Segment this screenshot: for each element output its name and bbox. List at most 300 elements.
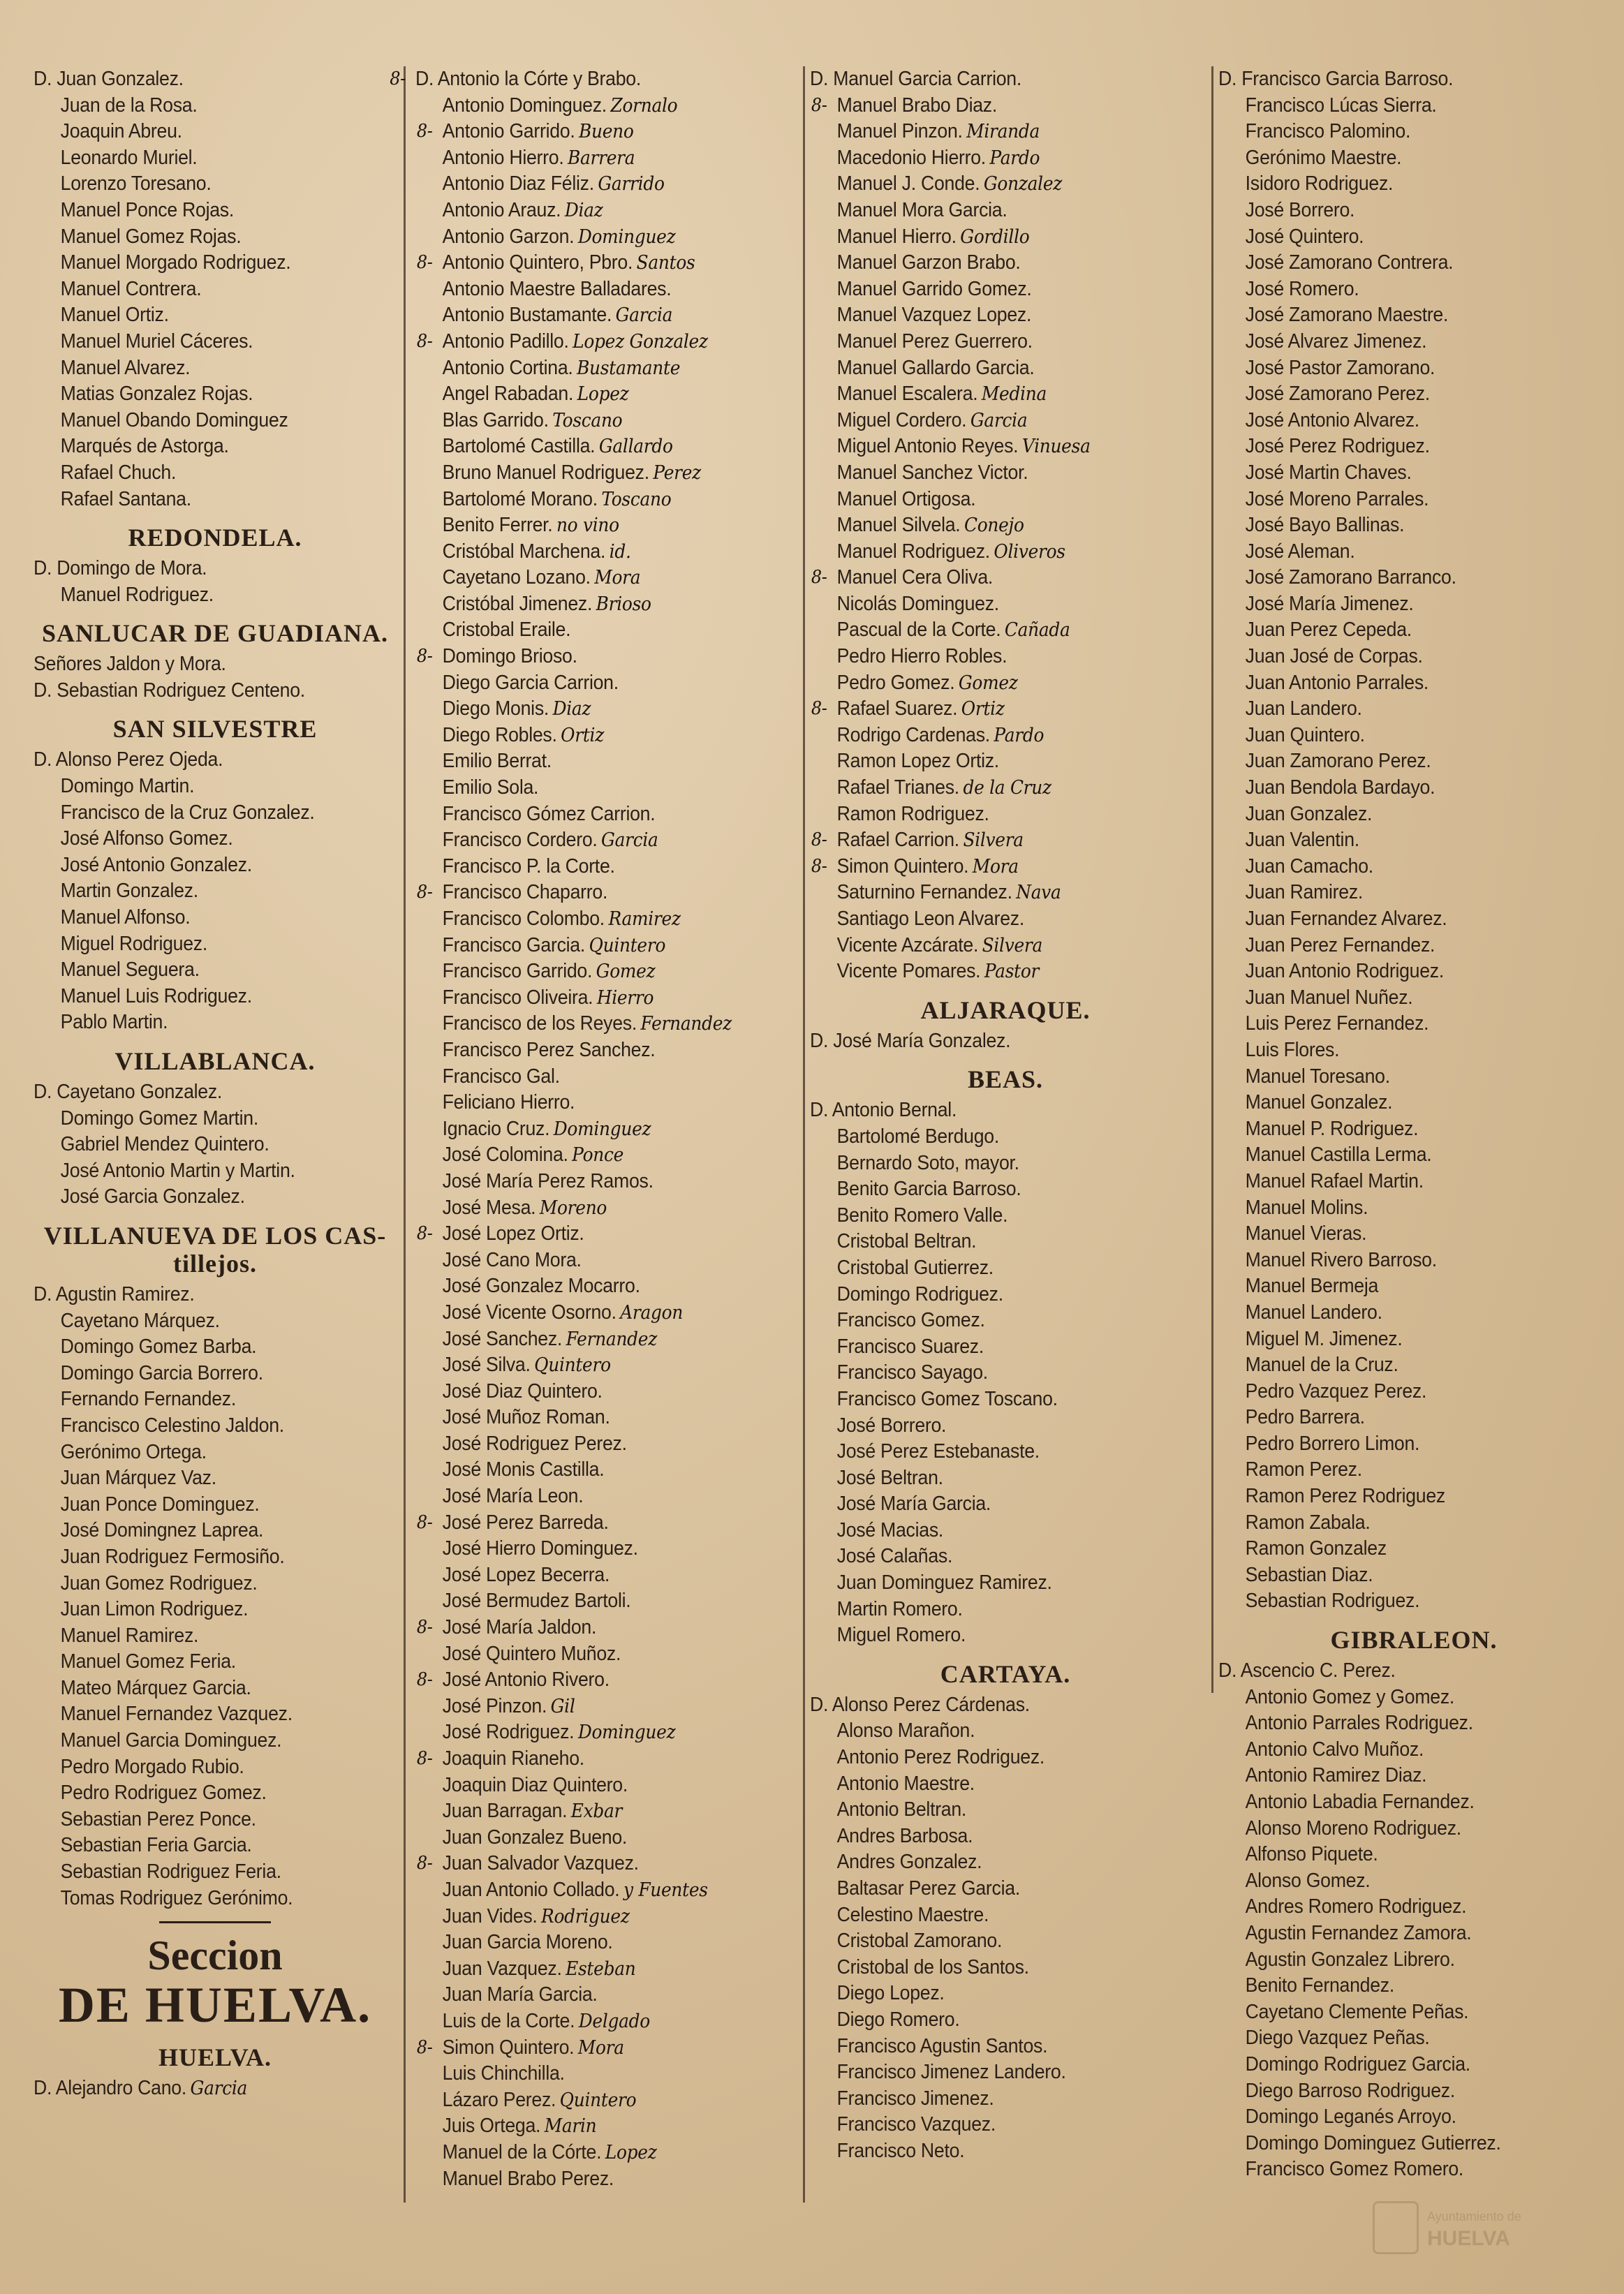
list-item [810,959,1169,985]
member-name: Francisco Celestino Jaldon. [60,1414,284,1437]
list-item [810,512,1169,539]
member-name: Antonio Maestre. [836,1772,975,1795]
member-name: Cayetano Lozano. [442,566,591,589]
member-name: Gabriel Mendez Quintero. [60,1133,270,1156]
list-item [1218,302,1578,329]
handwritten-annotation: Ortiz [561,724,605,746]
list-item [415,1877,775,1904]
list-item [34,678,367,704]
member-name: Agustin Gonzalez Librero. [1245,1948,1455,1971]
list-item [34,1859,367,1886]
list-item [810,1176,1169,1203]
member-name: Diego Romero. [836,2008,960,2031]
list-item [415,801,775,828]
member-name: José Rodriguez Perez. [442,1432,627,1455]
list-item [415,539,775,565]
list-item [810,1771,1169,1798]
list-item [810,2059,1169,2086]
list-item [810,1518,1169,1544]
list-item [34,1413,367,1440]
member-name: D. Antonio la Córte y Brabo. [415,68,641,90]
member-name: Francisco Neto. [836,2139,965,2162]
member-name: Rafael Trianes. [836,776,959,799]
list-item [810,1797,1169,1823]
member-name: Manuel Hierro. [836,225,957,248]
member-name: José Gonzalez Mocarro. [442,1275,640,1298]
list-item [1218,1658,1578,1685]
member-name: Antonio Garzon. [442,225,575,248]
member-name: Cristóbal Marchena. [442,540,606,563]
member-name: Domingo Dominguez Gutierrez. [1245,2131,1501,2154]
list-item [34,1009,367,1036]
list-item [415,1536,775,1562]
member-name: Gerónimo Ortega. [60,1440,207,1463]
handwritten-annotation: Garcia [601,829,658,852]
member-name: José Cano Mora. [442,1248,582,1271]
member-name: Juan Ponce Dominguez. [60,1493,260,1516]
member-name: Alfonso Piquete. [1245,1843,1378,1866]
member-name: Benito Ferrer. [442,514,553,537]
handwritten-annotation: Dominguez [577,225,676,248]
member-name: Feliciano Hierro. [442,1091,575,1114]
handwritten-mark: 8- [416,121,433,142]
member-name: Lázaro Perez. [442,2088,556,2111]
list-item [415,748,775,775]
list-item [34,198,367,224]
member-name: Rafael Suarez. [836,697,958,720]
list-item [810,1439,1169,1465]
list-item [1218,775,1578,801]
member-name: D. Manuel Garcia Carrion. [810,68,1021,90]
handwritten-annotation: Pardo [994,724,1044,746]
member-name: Francisco Garcia. [442,933,586,956]
list-item [415,933,775,959]
list-item [1218,66,1578,93]
list-item [1218,1090,1578,1116]
handwritten-annotation: Dominguez [577,1722,676,1744]
list-item [810,1928,1169,1955]
member-name: José María Leon. [442,1485,584,1508]
list-item [415,1326,775,1353]
member-name: Pedro Hierro Robles. [836,645,1007,668]
list-item [34,651,367,678]
member-name: Diego Garcia Carrion. [442,671,619,694]
list-item [34,487,367,513]
member-name: Manuel de la Córte. [442,2140,602,2163]
member-name: Manuel Garrido Gomez. [836,277,1032,300]
list-item [1218,644,1578,670]
list-item [1218,933,1578,959]
member-name: Marqués de Astorga. [60,435,229,458]
list-item [810,1360,1169,1386]
member-name: Juan Manuel Nuñez. [1245,986,1413,1009]
member-name: Domingo Gomez Martin. [60,1107,258,1130]
list-item [415,1982,775,2008]
list-item [415,985,775,1012]
handwritten-annotation: Quintero [559,2089,637,2111]
list-item [810,854,1169,880]
list-item [415,1483,775,1510]
list-item [34,1106,367,1132]
member-name: Sebastian Feria Garcia. [60,1834,252,1857]
member-name: Juan Quintero. [1245,723,1365,746]
list-item [415,1011,775,1037]
list-item [34,408,367,434]
list-item [1218,1973,1578,1999]
handwritten-mark: 8- [416,1853,433,1874]
town-heading: CARTAYA. [940,1659,1071,1688]
list-item [810,1124,1169,1150]
member-name: Manuel Sanchez Victor. [836,461,1028,484]
list-item [810,775,1169,801]
handwritten-annotation: Esteban [566,1958,636,1980]
member-name: Nicolás Dominguez. [836,592,999,615]
member-name: Francisco de la Cruz Gonzalez. [60,801,315,824]
member-name: Antonio Arauz. [442,198,561,221]
list-item [810,644,1169,670]
list-item [1218,276,1578,303]
handwritten-annotation: Silvera [963,829,1024,852]
member-name: Benito Garcia Barroso. [836,1178,1021,1201]
member-name: Rafael Santana. [60,487,191,510]
handwritten-annotation: Garcia [970,409,1028,431]
member-name: José Macias. [836,1518,944,1541]
member-name: Manuel Seguera. [60,959,200,982]
list-item [34,1334,367,1361]
member-name: Cristobal de los Santos. [836,1955,1029,1978]
member-name: Juis Ortega. [442,2115,541,2138]
list-item [810,723,1169,749]
handwritten-mark: 8- [416,882,433,903]
member-name: Manuel Obando Dominguez [60,408,288,431]
member-name: José Antonio Martin y Martin. [60,1159,295,1182]
column-4 [1218,66,1609,2183]
list-item [810,145,1169,172]
list-item [810,198,1169,224]
member-name: Antonio Perez Rodriguez. [836,1746,1045,1769]
list-item [1218,408,1578,434]
list-item [810,460,1169,487]
member-name: Ignacio Cruz. [442,1117,550,1140]
member-name: José Alfonso Gomez. [60,827,233,850]
handwritten-annotation: Garcia [190,2078,248,2100]
list-item [810,1386,1169,1413]
list-item [810,381,1169,408]
list-item [34,1649,367,1675]
member-name: Ramon Lopez Ortiz. [836,750,999,773]
list-item [1218,1710,1578,1737]
list-item [34,355,367,382]
handwritten-annotation: Mora [577,2036,624,2059]
member-name: Mateo Márquez Garcia. [60,1676,251,1699]
handwritten-mark: 8- [811,855,827,877]
member-name: D. Alonso Perez Ojeda. [34,748,223,771]
handwritten-annotation: Delgado [578,2010,650,2032]
member-name: Francisco Gal. [442,1065,560,1088]
member-name: Manuel Ponce Rojas. [60,198,235,221]
member-name: Manuel Gallardo Garcia. [836,356,1035,379]
handwritten-mark: 8- [390,68,406,89]
list-item [415,1142,775,1169]
member-name: José Alvarez Jimenez. [1245,330,1427,353]
column-2 [390,66,806,2192]
member-name: Juan Valentin. [1245,829,1359,852]
list-item [1218,1536,1578,1562]
list-item [34,224,367,251]
handwritten-annotation: Cañada [1004,619,1070,642]
member-name: Manuel Garzon Brabo. [836,251,1021,274]
member-name: Antonio Garrido. [442,120,575,143]
member-name: Pedro Morgado Rubio. [60,1755,244,1778]
member-name: José Mesa. [442,1196,536,1219]
member-name: Francisco Cordero. [442,829,598,852]
handwritten-mark: 8- [416,1223,433,1245]
member-name: Juan Antonio Rodriguez. [1245,960,1445,983]
list-item [34,1675,367,1702]
list-item [415,1719,775,1746]
member-name: Manuel Vieras. [1245,1222,1367,1245]
list-item [415,880,775,906]
list-item [34,1361,367,1387]
handwritten-annotation: Pardo [989,147,1040,169]
list-item [415,171,775,198]
member-name: José Pinzon. [442,1694,547,1717]
member-name: José María Jimenez. [1245,592,1414,615]
list-item [1218,119,1578,145]
list-item [1218,1326,1578,1353]
member-name: José Bayo Ballinas. [1245,514,1405,537]
member-name: Francisco Sayago. [836,1361,988,1384]
member-name: José Rodriguez. [442,1721,575,1744]
member-name: Manuel Gomez Rojas. [60,225,242,248]
list-item [1218,854,1578,880]
list-item [810,748,1169,775]
list-item [1218,2104,1578,2131]
list-item [415,119,775,145]
list-item [415,434,775,460]
list-item [415,93,775,119]
handwritten-annotation: Diaz [552,698,591,720]
member-name: Manuel Rafael Martin. [1245,1169,1424,1192]
list-item [34,381,367,408]
member-name: Angel Rabadan. [442,383,574,406]
handwritten-annotation: Ponce [572,1144,624,1167]
list-item [1218,1248,1578,1274]
list-item [810,434,1169,460]
member-name: Andres Romero Rodriguez. [1245,1895,1467,1918]
list-item [34,1544,367,1571]
list-item [390,66,775,93]
member-name: Bartolomé Morano. [442,487,598,510]
member-name: Manuel Rivero Barroso. [1245,1248,1437,1271]
list-item [1218,1116,1578,1143]
member-name: Joaquin Abreu. [60,120,182,143]
handwritten-annotation: Exbar [570,1800,623,1823]
member-name: José Silva. [442,1354,531,1377]
handwritten-annotation: de la Cruz [963,777,1051,799]
member-name: Simon Quintero. [836,854,969,878]
member-name: Juan Bendola Bardayo. [1245,776,1435,799]
member-name: Lorenzo Toresano. [60,172,212,195]
list-item [810,276,1169,303]
member-name: José Zamorano Barranco. [1245,566,1456,589]
list-item [1218,880,1578,906]
list-item [1218,906,1578,933]
member-name: D. Alonso Perez Cárdenas. [810,1693,1030,1716]
handwritten-annotation: Rodriguez [541,1905,630,1927]
list-item [810,1028,1169,1055]
list-item [1218,1921,1578,1947]
member-name: Francisco Chaparro. [442,881,608,904]
handwritten-annotation: Medina [981,383,1047,406]
member-name: Martin Romero. [836,1597,963,1620]
list-item [34,329,367,355]
list-item [415,1851,775,1877]
list-item [415,2140,775,2166]
member-name: Juan Rodriguez Fermosiño. [60,1545,285,1568]
list-item [415,276,775,303]
member-name: José Antonio Rivero. [442,1668,610,1692]
member-name: Antonio Labadia Fernandez. [1245,1791,1475,1813]
list-item [1218,617,1578,644]
member-name: Juan Dominguez Ramirez. [836,1571,1052,1594]
member-name: José Sanchez. [442,1327,563,1350]
member-name: José Vicente Osorno. [442,1301,617,1324]
list-item [810,670,1169,697]
member-name: José Lopez Ortiz. [442,1222,584,1245]
member-name: Miguel Antonio Reyes. [836,435,1019,458]
member-name: José Quintero. [1245,225,1364,248]
handwritten-mark: 8- [811,94,827,116]
list-item [415,775,775,801]
list-item [415,145,775,172]
list-item [1218,2156,1578,2183]
list-item [415,329,775,355]
handwritten-mark: 8- [416,2036,433,2058]
list-item [1218,250,1578,276]
list-item [1218,487,1578,513]
member-name: D. Alejandro Cano. [34,2077,186,2100]
list-item [415,1694,775,1720]
member-name: José Quintero Muñoz. [442,1642,621,1665]
list-item [415,1773,775,1799]
column-3 [810,66,1201,2165]
list-item [1218,198,1578,224]
member-name: Manuel Muriel Cáceres. [60,330,253,353]
handwritten-annotation: Barrera [567,147,635,169]
member-name: Juan Vides. [442,1904,538,1927]
handwritten-annotation: Fernandez [640,1013,732,1035]
member-name: Ramon Zabala. [1245,1511,1371,1534]
list-item [415,1169,775,1195]
list-item [810,408,1169,434]
list-item [415,1825,775,1851]
town-heading: REDONDELA. [128,524,302,552]
member-name: Antonio Parrales Rodriguez. [1245,1712,1473,1735]
member-name: Pedro Vazquez Perez. [1245,1379,1427,1403]
member-name: José María Garcia. [836,1493,991,1516]
list-item [34,1184,367,1211]
member-name: José Zamorano Perez. [1245,383,1431,406]
handwritten-annotation: Gomez [596,961,656,983]
member-name: Manuel Gomez Feria. [60,1650,236,1673]
town-heading: SANLUCAR DE GUADIANA. [41,619,389,648]
member-name: D. José María Gonzalez. [810,1029,1011,1052]
list-item [415,1510,775,1537]
member-name: Bartolomé Berdugo. [836,1125,999,1148]
member-name: Domingo Gomez Barba. [60,1335,257,1359]
member-name: Domingo Rodriguez. [836,1282,1003,1305]
list-item [810,827,1169,854]
handwritten-annotation: Zornalo [610,94,678,117]
member-name: Antonio Hierro. [442,146,564,169]
member-name: José Perez Rodriguez. [1245,435,1430,458]
member-name: Manuel Toresano. [1245,1065,1390,1088]
list-item [34,276,367,303]
list-item [34,1728,367,1754]
list-item [1218,1457,1578,1483]
member-name: Vicente Pomares. [836,960,981,983]
member-name: Francisco Jimenez Landero. [836,2061,1066,2084]
member-name: Juan María Garcia. [442,1983,598,2006]
handwritten-annotation: y Fuentes [623,1879,708,1901]
list-item [34,800,367,827]
list-item [415,460,775,487]
list-item [810,119,1169,145]
column-1 [34,66,397,2102]
list-item [1218,959,1578,985]
member-name: Rafael Carrion. [836,829,959,852]
member-name: Antonio Maestre Balladares. [442,277,672,300]
list-item [1218,1037,1578,1064]
list-item [34,119,367,145]
member-name: Antonio Ramirez Diaz. [1245,1764,1427,1787]
handwritten-annotation: Diaz [564,199,603,221]
handwritten-annotation: Marin [544,2115,597,2138]
member-name: Manuel Vazquez Lopez. [836,304,1032,327]
member-name: Juan Garcia Moreno. [442,1931,613,1954]
list-item [34,1465,367,1492]
member-name: Domingo Rodriguez Garcia. [1245,2052,1470,2075]
member-name: Manuel Rodriguez. [60,583,214,606]
member-name: Agustin Fernandez Zamora. [1245,1921,1472,1944]
member-name: José Hierro Dominguez. [442,1537,638,1560]
member-name: Juan Camacho. [1245,854,1373,878]
list-item [810,906,1169,933]
list-item [1218,1011,1578,1037]
member-name: Juan Perez Cepeda. [1245,619,1412,642]
handwritten-annotation: Dominguez [553,1118,651,1140]
member-name: Antonio Beltran. [836,1798,967,1821]
member-name: Juan Ramirez. [1245,881,1364,904]
member-name: Juan Fernandez Alvarez. [1245,908,1447,930]
list-item [34,1386,367,1413]
list-item [415,1667,775,1694]
member-name: Ramon Perez. [1245,1458,1362,1481]
list-item [415,512,775,539]
handwritten-annotation: Brioso [596,593,651,615]
handwritten-annotation: no vino [556,515,619,537]
list-item [415,1195,775,1222]
list-item [34,905,367,931]
list-item [415,1352,775,1379]
list-item [810,2112,1169,2138]
member-name: José Calañas. [836,1545,953,1568]
list-item [1218,670,1578,697]
list-item [34,66,367,93]
list-item [415,1904,775,1930]
member-name: Francisco Palomino. [1245,120,1411,143]
